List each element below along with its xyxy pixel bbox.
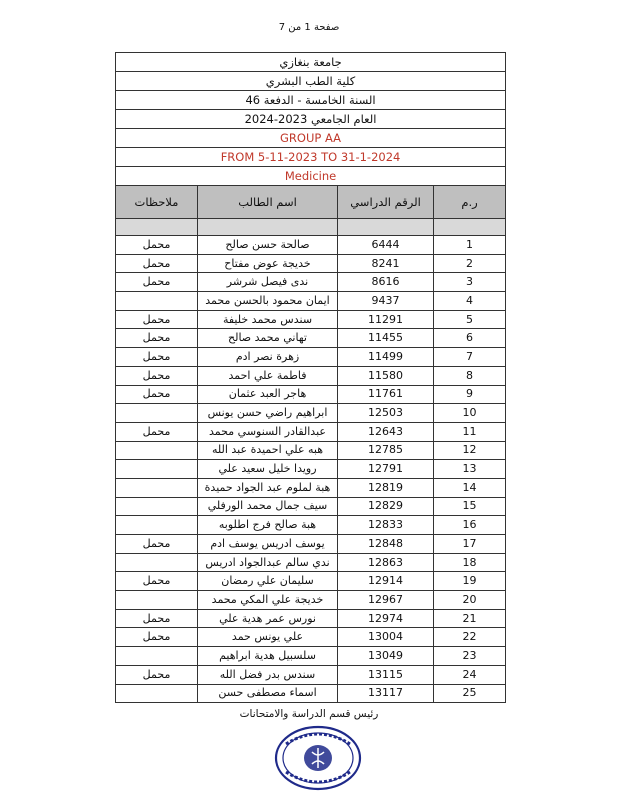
student-id-cell: 11761 (338, 385, 434, 404)
row-number-cell: 25 (434, 684, 506, 703)
student-name-cell: يوسف ادريس يوسف ادم (198, 535, 338, 554)
column-header-name: اسم الطالب (198, 186, 338, 219)
student-name-cell: علي يونس حمد (198, 628, 338, 647)
row-number-cell: 23 (434, 647, 506, 666)
student-id-cell: 6444 (338, 236, 434, 255)
row-number-cell: 2 (434, 254, 506, 273)
student-id-cell: 12914 (338, 572, 434, 591)
table-row (116, 292, 506, 311)
table-row (116, 348, 506, 367)
header-date-range: FROM 5-11-2023 TO 31-1-2024 (116, 148, 506, 167)
row-number-cell: 22 (434, 628, 506, 647)
note-cell: محمل (116, 329, 198, 348)
student-name-cell: نورس عمر هدية علي (198, 609, 338, 628)
student-list-table (115, 52, 506, 703)
note-cell: محمل (116, 535, 198, 554)
student-id-cell: 12819 (338, 478, 434, 497)
student-id-cell: 12791 (338, 460, 434, 479)
student-id-cell: 13004 (338, 628, 434, 647)
table-row (116, 553, 506, 572)
header-academic-year: العام الجامعي 2023-2024 (116, 110, 506, 129)
note-cell (116, 497, 198, 516)
row-number-cell: 18 (434, 553, 506, 572)
row-number-cell: 15 (434, 497, 506, 516)
note-cell (116, 404, 198, 423)
note-cell (116, 553, 198, 572)
student-id-cell: 13115 (338, 665, 434, 684)
header-university: جامعة بنغازي (116, 53, 506, 72)
row-number-cell: 5 (434, 310, 506, 329)
page-label: صفحة 1 من 7 (278, 22, 340, 33)
row-number-cell: 6 (434, 329, 506, 348)
table-row (116, 422, 506, 441)
table-row (116, 460, 506, 479)
student-name-cell: سندس محمد خليفة (198, 310, 338, 329)
student-name-cell: ندي سالم عبدالجواد ادريس (198, 553, 338, 572)
table-row (116, 609, 506, 628)
student-id-cell: 12967 (338, 591, 434, 610)
note-cell (116, 460, 198, 479)
student-name-cell: زهرة نصر ادم (198, 348, 338, 367)
table-row (116, 535, 506, 554)
student-id-cell: 12974 (338, 609, 434, 628)
spacer-row (116, 219, 506, 236)
note-cell: محمل (116, 422, 198, 441)
column-header-id: الرقم الدراسي (338, 186, 434, 219)
row-number-cell: 12 (434, 441, 506, 460)
student-id-cell: 12829 (338, 497, 434, 516)
note-cell: محمل (116, 385, 198, 404)
row-number-cell: 21 (434, 609, 506, 628)
student-id-cell: 12503 (338, 404, 434, 423)
row-number-cell: 19 (434, 572, 506, 591)
note-cell: محمل (116, 609, 198, 628)
note-cell (116, 591, 198, 610)
student-name-cell: سندس بدر فضل الله (198, 665, 338, 684)
row-number-cell: 7 (434, 348, 506, 367)
student-id-cell: 12785 (338, 441, 434, 460)
note-cell: محمل (116, 366, 198, 385)
row-number-cell: 24 (434, 665, 506, 684)
student-name-cell: هبة لملوم عبد الجواد حميدة (198, 478, 338, 497)
student-name-cell: تهاني محمد صالح (198, 329, 338, 348)
signature-title: رئيس قسم الدراسة والامتحانات (239, 708, 379, 720)
note-cell (116, 478, 198, 497)
row-number-cell: 20 (434, 591, 506, 610)
student-name-cell: ابراهيم راضي حسن يونس (198, 404, 338, 423)
column-header-row (116, 186, 506, 219)
student-name-cell: صالحة حسن صالح (198, 236, 338, 255)
row-number-cell: 11 (434, 422, 506, 441)
row-number-cell: 3 (434, 273, 506, 292)
student-id-cell: 11455 (338, 329, 434, 348)
note-cell: محمل (116, 236, 198, 255)
table-row (116, 647, 506, 666)
table-row (116, 329, 506, 348)
student-id-cell: 12863 (338, 553, 434, 572)
student-name-cell: فاطمة علي احمد (198, 366, 338, 385)
note-cell (116, 516, 198, 535)
table-row (116, 497, 506, 516)
note-cell (116, 292, 198, 311)
row-number-cell: 1 (434, 236, 506, 255)
row-number-cell: 4 (434, 292, 506, 311)
row-number-cell: 10 (434, 404, 506, 423)
student-name-cell: اسماء مصطفى حسن (198, 684, 338, 703)
column-header-num: ر.م (434, 186, 506, 219)
student-id-cell: 13049 (338, 647, 434, 666)
header-department: Medicine (116, 167, 506, 186)
student-name-cell: خديجة علي المكي محمد (198, 591, 338, 610)
official-stamp (272, 722, 364, 792)
note-cell: محمل (116, 310, 198, 329)
note-cell (116, 647, 198, 666)
student-name-cell: خديجة عوض مفتاح (198, 254, 338, 273)
student-id-cell: 12833 (338, 516, 434, 535)
student-name-cell: سيف جمال محمد الورفلي (198, 497, 338, 516)
student-name-cell: ندى فيصل شرشر (198, 273, 338, 292)
header-faculty: كلية الطب البشري (116, 72, 506, 91)
student-name-cell: سلسبيل هدية ابراهيم (198, 647, 338, 666)
note-cell: محمل (116, 665, 198, 684)
table-row (116, 516, 506, 535)
note-cell: محمل (116, 254, 198, 273)
note-cell (116, 441, 198, 460)
table-row (116, 572, 506, 591)
table-row (116, 273, 506, 292)
row-number-cell: 17 (434, 535, 506, 554)
student-name-cell: رويدا خليل سعيد علي (198, 460, 338, 479)
note-cell: محمل (116, 572, 198, 591)
table-row (116, 254, 506, 273)
note-cell: محمل (116, 628, 198, 647)
table-row (116, 628, 506, 647)
student-name-cell: هاجر العبد عثمان (198, 385, 338, 404)
row-number-cell: 14 (434, 478, 506, 497)
header-group: GROUP AA (116, 129, 506, 148)
table-row (116, 385, 506, 404)
student-id-cell: 11499 (338, 348, 434, 367)
table-row (116, 310, 506, 329)
column-header-notes: ملاحظات (116, 186, 198, 219)
student-name-cell: ايمان محمود بالحسن محمد (198, 292, 338, 311)
row-number-cell: 13 (434, 460, 506, 479)
table-row (116, 236, 506, 255)
table-row (116, 684, 506, 703)
student-id-cell: 12643 (338, 422, 434, 441)
note-cell (116, 684, 198, 703)
row-number-cell: 8 (434, 366, 506, 385)
table-row (116, 404, 506, 423)
student-id-cell: 9437 (338, 292, 434, 311)
table-row (116, 591, 506, 610)
student-name-cell: هبه علي احميدة عبد الله (198, 441, 338, 460)
table-row (116, 366, 506, 385)
table-row (116, 478, 506, 497)
student-id-cell: 11291 (338, 310, 434, 329)
student-name-cell: هبة صالح فرج اطلوبه (198, 516, 338, 535)
note-cell: محمل (116, 273, 198, 292)
student-name-cell: عبدالقادر السنوسي محمد (198, 422, 338, 441)
student-id-cell: 12848 (338, 535, 434, 554)
table-row (116, 441, 506, 460)
note-cell: محمل (116, 348, 198, 367)
student-id-cell: 11580 (338, 366, 434, 385)
student-id-cell: 13117 (338, 684, 434, 703)
student-name-cell: سليمان علي رمضان (198, 572, 338, 591)
header-year-batch: السنة الخامسة - الدفعة 46 (116, 91, 506, 110)
row-number-cell: 16 (434, 516, 506, 535)
student-id-cell: 8616 (338, 273, 434, 292)
table-row (116, 665, 506, 684)
row-number-cell: 9 (434, 385, 506, 404)
student-id-cell: 8241 (338, 254, 434, 273)
